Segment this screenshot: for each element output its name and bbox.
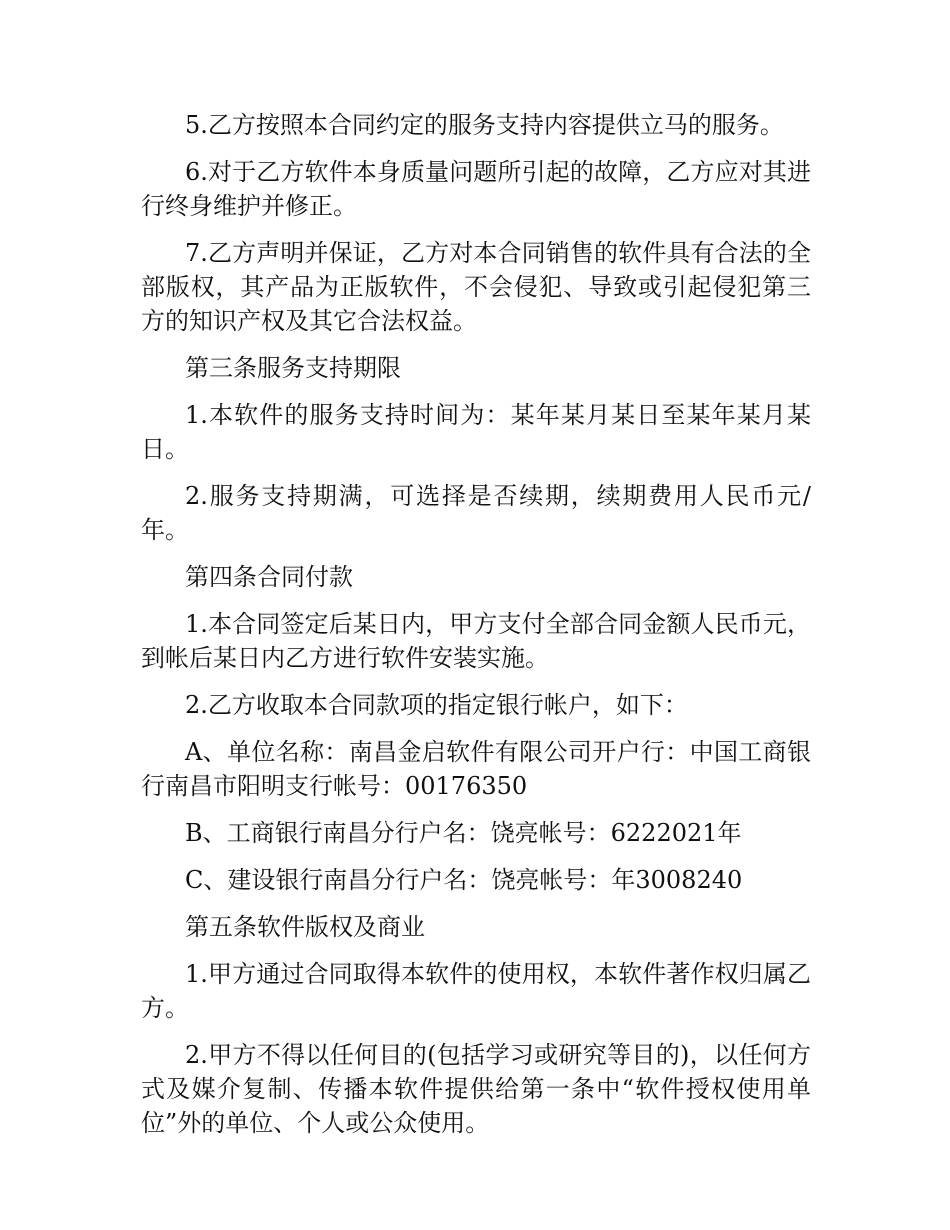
section-heading-article-5: 第五条软件版权及商业 xyxy=(185,913,425,941)
paragraph-support-period-1: 1.本软件的服务支持时间为：某年某月某日至某年某月某日。 xyxy=(141,401,811,463)
paragraph-service-clause-5: 5.乙方按照本合同约定的服务支持内容提供立马的服务。 xyxy=(185,111,784,139)
paragraph-copyright-1: 1.甲方通过合同取得本软件的使用权，本软件著作权归属乙方。 xyxy=(141,960,811,1022)
paragraph-service-clause-6: 6.对于乙方软件本身质量问题所引起的故障，乙方应对其进行终身维护并修正。 xyxy=(141,158,811,220)
paragraph-payment-2: 2.乙方收取本合同款项的指定银行帐户，如下： xyxy=(185,691,688,719)
paragraph-payment-1: 1.本合同签定后某日内，甲方支付全部合同金额人民币元，到帐后某日内乙方进行软件安装实施。 xyxy=(141,610,811,672)
paragraph-bank-account-a: A、单位名称：南昌金启软件有限公司开户行：中国工商银行南昌市阳明支行帐号：00176350 xyxy=(141,738,811,800)
document-body xyxy=(141,108,811,1153)
paragraph-bank-account-c: C、建设银行南昌分行户名：饶亮帐号：年3008240 xyxy=(185,866,743,894)
paragraph-support-period-2: 2.服务支持期满，可选择是否续期，续期费用人民币元/年。 xyxy=(141,482,811,544)
paragraph-service-clause-7: 7.乙方声明并保证，乙方对本合同销售的软件具有合法的全部版权，其产品为正版软件，不会侵犯、导致或引起侵犯第三方的知识产权及其它合法权益。 xyxy=(141,239,811,335)
section-heading-article-3: 第三条服务支持期限 xyxy=(185,354,401,382)
paragraph-bank-account-b: B、工商银行南昌分行户名：饶亮帐号：6222021年 xyxy=(185,819,742,847)
section-heading-article-4: 第四条合同付款 xyxy=(185,563,353,591)
paragraph-copyright-2: 2.甲方不得以任何目的(包括学习或研究等目的)，以任何方式及媒介复制、传播本软件提供给第一条中“软件授权使用单位”外的单位、个人或公众使用。 xyxy=(141,1041,811,1137)
